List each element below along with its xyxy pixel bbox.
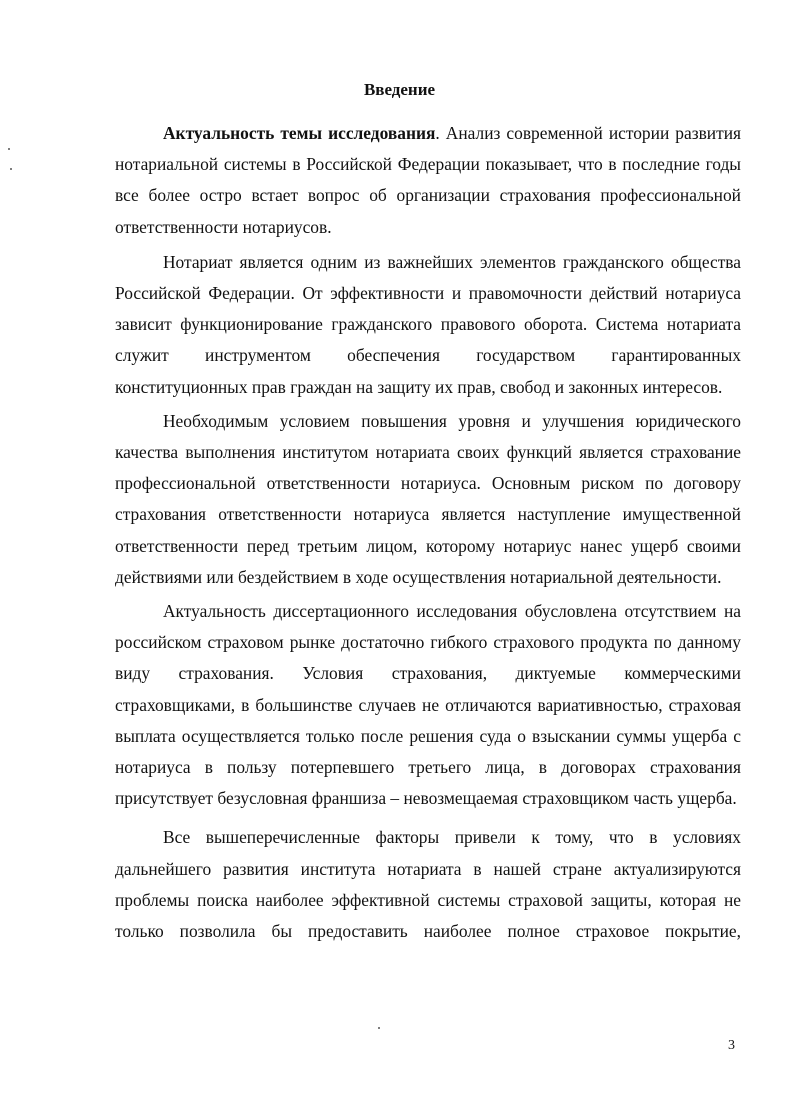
scan-speck xyxy=(8,148,10,150)
paragraph: Необходимым условием повышения уровня и улучшения юридического качества выполнения институтом нотариата своих функций является страхование профессиональной ответственности нотариуса. Основным риском по договору страхования ответственности нотариуса является наступление имущественной ответственности перед третьим лицом, которому нотариус нанес ущерб своими действиями или бездействием в ходе осуществления нотариальной деятельности. xyxy=(115,410,741,587)
page-title: Введение xyxy=(363,80,436,99)
paragraph-text: . Анализ современной истории развития нотариальной системы в Российской Федерации показывает, что в последние годы все более остро встает вопрос об организации страхования профессиональной ответственности нотариусов. xyxy=(115,123,741,237)
paragraph-lead: Актуальность темы исследования xyxy=(163,123,436,143)
page-number: 3 xyxy=(728,1038,735,1053)
paragraph xyxy=(115,118,741,243)
scan-speck xyxy=(378,1027,380,1029)
body-text xyxy=(115,118,741,947)
scan-speck xyxy=(10,168,12,170)
paragraph: Актуальность диссертационного исследования обусловлена отсутствием на российском страховом рынке достаточно гибкого страхового продукта по данному виду страхования. Условия страхования, диктуемые коммерческими страховщиками, в большинстве случаев не отличаются вариативностью, страховая выплата осуществляется только после решения суда о взыскании суммы ущерба с нотариуса в пользу потерпевшего третьего лица, в договорах страхования присутствует безусловная франшиза – невозмещаемая страховщиком часть ущерба. xyxy=(115,601,741,809)
paragraph: Нотариат является одним из важнейших элементов гражданского общества Российской Федерации. От эффективности и правомочности действий нотариуса зависит функционирование гражданского правового оборота. Система нотариата служит инструментом обеспечения государством гарантированных конституционных прав граждан на защиту их прав, свобод и законных интересов. xyxy=(115,251,741,397)
paragraph: Все вышеперечисленные факторы привели к тому, что в условиях дальнейшего развития института нотариата в нашей стране актуализируются проблемы поиска наиболее эффективной системы страховой защиты, которая не только позволила бы предоставить наиболее полное страховое покрытие, xyxy=(115,827,741,942)
